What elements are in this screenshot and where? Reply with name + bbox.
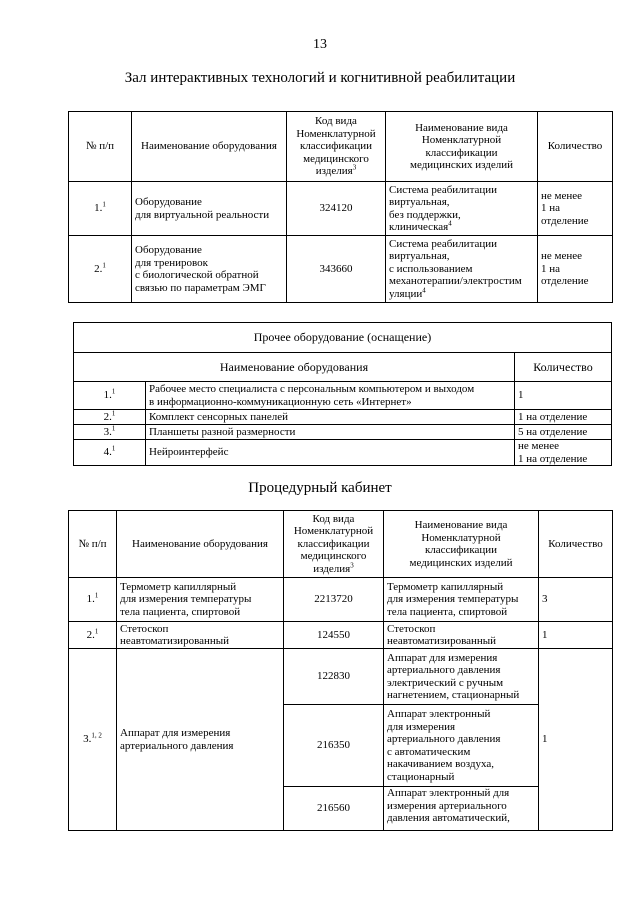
table-row (74, 382, 612, 410)
row-qty: не менее 1 на отделение (538, 182, 613, 236)
section-title-procedure-room: Процедурный кабинет (248, 480, 392, 496)
header-num: № п/п (69, 511, 117, 578)
row-name: Стетоскоп неавтоматизированный (117, 622, 284, 649)
header-num: № п/п (69, 112, 132, 182)
row-code: 124550 (284, 622, 384, 649)
header-name: Наименование оборудования (74, 353, 515, 382)
table-header-row (69, 112, 613, 182)
row-kind: Аппарат электронный для измерения артериального давления с автоматическим накачиванием воздуха, стационарный (384, 705, 539, 787)
row-name: Аппарат для измерения артериального давления (117, 649, 284, 831)
section-title-interactive-hall: Зал интерактивных технологий и когнитивной реабилитации (124, 70, 516, 86)
row-code: 343660 (287, 236, 386, 303)
other-equipment-table (73, 322, 612, 466)
row-code: 216560 (284, 787, 384, 831)
row-qty: 1 на отделение (515, 410, 612, 425)
row-name: Оборудование для тренировок с биологической обратной связью по параметрам ЭМГ (132, 236, 287, 303)
header-code: Код вида Номенклатурной классификации медицинского изделия$^3$ (287, 112, 386, 182)
table-title-row (74, 323, 612, 353)
row-num: 3.$^1$ (74, 425, 146, 440)
row-num: 4.$^1$ (74, 440, 146, 466)
header-code: Код вида Номенклатурной классификации медицинского изделия$^3$ (284, 511, 384, 578)
row-name: Рабочее место специалиста с персональным компьютером и выходом в информационно-коммуникационную сеть «Интернет» (146, 382, 515, 410)
header-kind: Наименование вида Номенклатурной классификации медицинских изделий (386, 112, 538, 182)
row-num: 3.$^{1, 2}$ (69, 649, 117, 831)
row-kind: Термометр капиллярный для измерения температуры тела пациента, спиртовой (384, 578, 539, 622)
header-name: Наименование оборудования (132, 112, 287, 182)
row-num: 2.$^1$ (74, 410, 146, 425)
equipment-table-interactive-hall (68, 111, 613, 303)
row-name: Оборудование для виртуальной реальности (132, 182, 287, 236)
row-code: 122830 (284, 649, 384, 705)
row-name: Нейроинтерфейс (146, 440, 515, 466)
row-name: Термометр капиллярный для измерения температуры тела пациента, спиртовой (117, 578, 284, 622)
row-qty: не менее 1 на отделение (538, 236, 613, 303)
row-num: 1.$^1$ (74, 382, 146, 410)
row-code: 216350 (284, 705, 384, 787)
row-qty: не менее 1 на отделение (515, 440, 612, 466)
header-qty: Количество (538, 112, 613, 182)
header-kind: Наименование вида Номенклатурной классификации медицинских изделий (384, 511, 539, 578)
table-row (69, 236, 613, 303)
row-kind: Стетоскоп неавтоматизированный (384, 622, 539, 649)
row-qty: 1 (539, 622, 613, 649)
table-row (69, 182, 613, 236)
table-row (74, 440, 612, 466)
page-number: 13 (313, 37, 327, 52)
row-num: 2.$^1$ (69, 236, 132, 303)
row-code: 2213720 (284, 578, 384, 622)
header-qty: Количество (515, 353, 612, 382)
row-qty: 3 (539, 578, 613, 622)
row-code: 324120 (287, 182, 386, 236)
table-header-row (69, 511, 613, 578)
table-row (74, 410, 612, 425)
row-num: 1.$^1$ (69, 182, 132, 236)
row-qty: 1 (539, 649, 613, 831)
row-kind: Аппарат для измерения артериального давления электрический с ручным нагнетением, стационарный (384, 649, 539, 705)
header-name: Наименование оборудования (117, 511, 284, 578)
table-row (69, 649, 613, 705)
row-name: Комплект сенсорных панелей (146, 410, 515, 425)
row-kind: Аппарат электронный для измерения артериального давления автоматический, (384, 787, 539, 831)
row-num: 2.$^1$ (69, 622, 117, 649)
row-name: Планшеты разной размерности (146, 425, 515, 440)
table-row (69, 578, 613, 622)
other-equipment-title: Прочее оборудование (оснащение) (74, 323, 612, 353)
row-kind: Система реабилитации виртуальная, с использованием механотерапии/электростим уляции$^4$ (386, 236, 538, 303)
row-qty: 5 на отделение (515, 425, 612, 440)
table-row (69, 622, 613, 649)
table-row (74, 425, 612, 440)
row-qty: 1 (515, 382, 612, 410)
equipment-table-procedure-room (68, 510, 613, 831)
row-kind: Система реабилитации виртуальная, без поддержки, клиническая$^4$ (386, 182, 538, 236)
header-qty: Количество (539, 511, 613, 578)
table-header-row (74, 353, 612, 382)
row-num: 1.$^1$ (69, 578, 117, 622)
